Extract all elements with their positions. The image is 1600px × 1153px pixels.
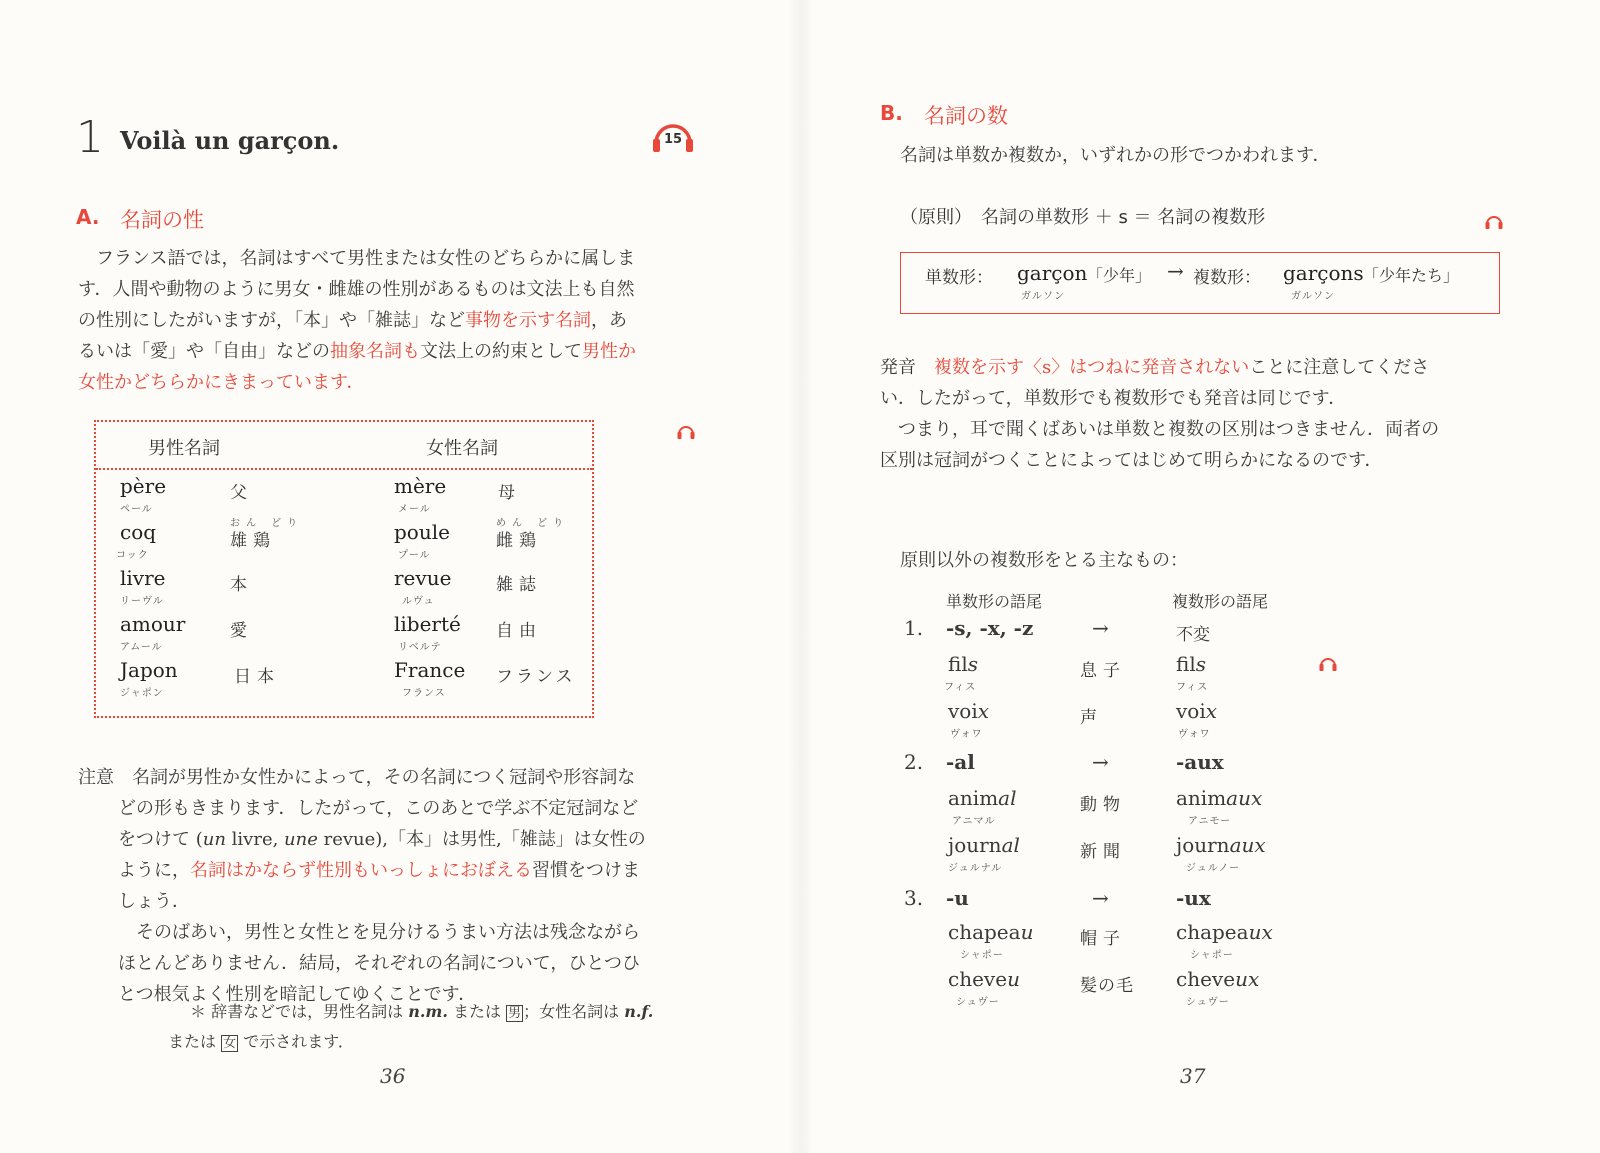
pron-line [880, 352, 1510, 383]
singular-reading: シュヴー [956, 997, 1000, 1008]
fem-meaning: 自由 [496, 621, 542, 641]
audio-track-headphones-icon[interactable] [650, 117, 696, 155]
fem-word: mère [394, 474, 447, 498]
section-b-title: 名詞の数 [924, 104, 1008, 128]
plural-example [1176, 833, 1266, 857]
note-text: livre, [225, 829, 285, 850]
section-b-letter: B. [880, 101, 903, 125]
meaning: 動物 [1080, 795, 1126, 815]
footnote-text: または [168, 1032, 222, 1051]
gender-noun-table [94, 420, 594, 718]
word-stem: journ [1176, 833, 1230, 857]
fem-box-mark: 女 [223, 1036, 237, 1051]
fem-meaning: 母 [498, 483, 521, 503]
plural-ending: -aux [1176, 750, 1224, 774]
fem-reading: フランス [402, 688, 446, 699]
masc-meaning: 雄鶏 [230, 531, 276, 551]
word-ending: u [1007, 967, 1020, 991]
intro-line-1: フランス語では，名詞はすべて男性または女性のどちらかに属しま [78, 248, 636, 269]
plural-rule: （原則） 名詞の単数形 ＋ s ＝ 名詞の複数形 [900, 207, 1266, 228]
plural-label: 複数形： [1193, 268, 1261, 288]
plural-example [1176, 920, 1273, 944]
footnote-text: ＊ 辞書などでは，男性名詞は [190, 1002, 409, 1021]
word-ending: al [998, 786, 1017, 810]
singular-reading: シャポー [960, 950, 1004, 961]
word-ending: s [1195, 652, 1207, 676]
note-text: 名詞が男性か女性かによって，その名詞につく冠詞や形容詞な [132, 767, 636, 788]
plural-example [1176, 652, 1206, 676]
plural-ending: -ux [1176, 886, 1211, 910]
fem-word: poule [394, 520, 450, 544]
masc-meaning: 愛 [230, 621, 253, 641]
word-stem: cheve [948, 967, 1008, 991]
lesson-number: 1 [76, 112, 104, 163]
word-ending: aux [1229, 833, 1266, 857]
col-plural-header: 複数形の語尾 [1172, 592, 1269, 611]
singular-gloss: 「少年」 [1087, 266, 1152, 285]
feminine-header: 女性名詞 [426, 438, 498, 459]
note-text: ように， [118, 860, 190, 881]
word-ending: aux [1226, 786, 1263, 810]
plural-example [1176, 786, 1262, 810]
masc-word: coq [120, 520, 157, 544]
note-line: しょう． [118, 891, 190, 912]
note-block [78, 762, 718, 1010]
group-number: 2. [904, 750, 924, 774]
singular-ending: -u [946, 886, 969, 910]
emphasis-text: 複数を示す〈s〉はつねに発音されない [934, 357, 1250, 378]
emphasis-text: 名詞はかならず性別もいっしょにおぼえる [190, 860, 532, 881]
singular-example [948, 833, 1020, 857]
word-stem: chapea [948, 920, 1021, 944]
intro-line-3 [78, 305, 718, 336]
plural-gloss: 「少年たち」 [1363, 266, 1460, 285]
word-stem: fil [948, 652, 968, 676]
singular-example [948, 786, 1017, 810]
irregular-intro: 原則以外の複数形をとる主なもの： [900, 550, 1188, 571]
word-stem: voi [948, 699, 978, 723]
abbr-nm: n.m. [408, 1002, 448, 1021]
singular-example [948, 652, 978, 676]
headphones-icon[interactable] [1484, 212, 1504, 230]
pron-text: ことに注意してくださ [1249, 357, 1430, 378]
word-stem: anim [948, 786, 999, 810]
emphasis-text: 抽象名詞も [330, 341, 420, 362]
masc-word: amour [120, 612, 186, 636]
singular-reading: フィス [944, 682, 977, 693]
intro-line-2: す．人間や動物のように男女・雌雄の性別があるものは文法上も自然 [78, 279, 635, 300]
page-number: 37 [1180, 1064, 1206, 1088]
article-une: une [284, 829, 318, 850]
footnote-text: または [447, 1002, 507, 1021]
lesson-title: Voilà un garçon. [120, 126, 340, 155]
group-number: 1. [904, 616, 924, 640]
singular-reading: ジュルナル [948, 863, 1003, 874]
intro-line-5 [78, 367, 718, 398]
note-line: とつ根気よく性別を暗記してゆくことです． [118, 984, 477, 1005]
masc-reading: ジャポン [120, 688, 164, 699]
footnote-text: で示されます． [238, 1032, 354, 1051]
word-ending: ux [1235, 967, 1260, 991]
note-text: revue),「本」は男性,「雑誌」は女性の [317, 829, 646, 850]
fem-reading: プール [398, 550, 431, 561]
word-stem: anim [1176, 786, 1227, 810]
table-header [96, 422, 592, 470]
word-ending: ux [1248, 920, 1273, 944]
note-line: ほとんどありません．結局，それぞれの名詞について，ひとつひ [118, 953, 640, 974]
word-stem: cheve [1176, 967, 1236, 991]
singular-reading: ガルソン [1021, 291, 1065, 302]
masc-furigana: おん どり [230, 518, 304, 529]
plural-reading: ガルソン [1291, 291, 1335, 302]
note-label: 注意 [78, 767, 114, 788]
section-a-title: 名詞の性 [120, 208, 204, 232]
word-stem: journ [948, 833, 1002, 857]
word-ending: x [977, 699, 990, 723]
intro-text: 文法上の約束として [420, 341, 582, 362]
plural-word: garçons [1283, 261, 1364, 285]
pron-label: 発音 [880, 357, 916, 378]
pron-line: 区別は冠詞がつくことによってはじめて明らかになるのです． [880, 450, 1383, 471]
masculine-header: 男性名詞 [148, 438, 220, 459]
section-a-intro [78, 243, 718, 398]
fem-word: liberté [394, 612, 461, 636]
masc-reading: アムール [120, 642, 163, 653]
abbr-nf: n.f. [624, 1002, 654, 1021]
pron-line: つまり，耳で聞くばあいは単数と複数の区別はつきません．両者の [880, 419, 1440, 440]
example-box [900, 252, 1500, 314]
singular-reading: アニマル [952, 816, 996, 827]
masc-word: père [120, 474, 167, 498]
fem-reading: メール [398, 504, 431, 515]
arrow-icon: → [1167, 259, 1184, 283]
footnote-line [168, 1028, 653, 1058]
track-number: 15 [664, 132, 683, 147]
singular-ending: -s, -x, -z [946, 616, 1034, 640]
note-line: そのばあい，男性と女性とを見分けるうまい方法は残念ながら [118, 922, 640, 943]
meaning: 息子 [1080, 661, 1126, 681]
fem-meaning: 雌鶏 [496, 531, 542, 551]
intro-text: ，あ [591, 310, 627, 331]
plural-reading: ジュルノー [1186, 863, 1241, 874]
singular-example [948, 699, 989, 723]
pron-line: い．したがって，単数形でも複数形でも発音は同じです． [880, 388, 1347, 409]
note-text: 習慣をつけま [532, 860, 640, 881]
group-number: 3. [904, 886, 924, 910]
word-ending: x [1205, 699, 1218, 723]
intro-text: るいは「愛」や「自由」などの [78, 341, 330, 362]
plural-ending: 不変 [1176, 625, 1210, 645]
word-ending: s [967, 652, 979, 676]
headphones-icon[interactable] [1318, 654, 1338, 672]
plural-reading: ヴォワ [1178, 729, 1211, 740]
intro-line-4 [78, 336, 718, 367]
singular-label: 単数形： [925, 268, 993, 288]
fem-word: France [394, 658, 466, 682]
footnote-line [190, 998, 653, 1028]
page-number: 36 [380, 1064, 406, 1088]
singular-example [948, 967, 1020, 991]
singular-reading: ヴォワ [950, 729, 983, 740]
masc-meaning: 本 [230, 575, 253, 595]
fem-furigana: めん どり [496, 518, 570, 529]
emphasis-text: 事物を示す名詞 [465, 310, 591, 331]
plural-example [1176, 967, 1259, 991]
note-line [78, 824, 718, 855]
masc-reading: ペール [120, 504, 153, 515]
fem-meaning: 雑誌 [496, 575, 542, 595]
note-text: をつけて ( [118, 829, 203, 850]
arrow-icon: → [1092, 616, 1109, 640]
intro-text: の性別にしたがいますが，「本」や「雑誌」など [78, 310, 465, 331]
meaning: 声 [1080, 708, 1103, 728]
meaning: 新聞 [1080, 842, 1126, 862]
singular-example [948, 920, 1033, 944]
arrow-icon: → [1092, 750, 1109, 774]
plural-reading: フィス [1176, 682, 1209, 693]
masc-reading: リーヴル [120, 596, 164, 607]
footnote [168, 998, 654, 1058]
word-stem: chapea [1176, 920, 1249, 944]
headphones-icon[interactable] [676, 422, 696, 440]
emphasis-text: 男性か [582, 341, 636, 362]
singular-ending: -al [946, 750, 975, 774]
section-a-letter: A. [76, 205, 100, 229]
plural-example [1176, 699, 1217, 723]
word-ending: u [1020, 920, 1034, 944]
plural-reading: アニモー [1188, 816, 1232, 827]
masc-word: Japon [120, 658, 178, 682]
article-un: un [202, 829, 226, 850]
fem-reading: ルヴュ [402, 596, 435, 607]
meaning: 髪の毛 [1080, 976, 1134, 996]
masc-box-mark: 男 [508, 1006, 522, 1021]
word-ending: al [1001, 833, 1020, 857]
footnote-text: ；女性名詞は [523, 1002, 625, 1021]
note-line [78, 762, 718, 793]
emphasis-text: 女性かどちらかにきまっています． [78, 372, 365, 393]
masc-meaning: 父 [230, 483, 253, 503]
col-singular-header: 単数形の語尾 [946, 592, 1043, 611]
note-line: どの形もきまります．したがって，このあとで学ぶ不定冠詞など [118, 798, 639, 819]
singular-word: garçon [1017, 261, 1088, 285]
masc-reading: コック [116, 550, 149, 561]
arrow-icon: → [1092, 886, 1109, 910]
fem-word: revue [394, 566, 452, 590]
pronunciation-note [880, 352, 1510, 476]
note-line [78, 855, 718, 886]
section-b-intro: 名詞は単数か複数か，いずれかの形でつかわれます． [900, 145, 1331, 166]
plural-reading: シャポー [1190, 950, 1234, 961]
meaning: 帽子 [1080, 929, 1126, 949]
fem-reading: リベルテ [398, 642, 442, 653]
plural-reading: シュヴー [1186, 997, 1230, 1008]
fem-meaning: フランス [496, 667, 576, 687]
word-stem: fil [1176, 652, 1196, 676]
word-stem: voi [1176, 699, 1206, 723]
masc-word: livre [120, 566, 166, 590]
masc-meaning: 日本 [234, 667, 280, 687]
